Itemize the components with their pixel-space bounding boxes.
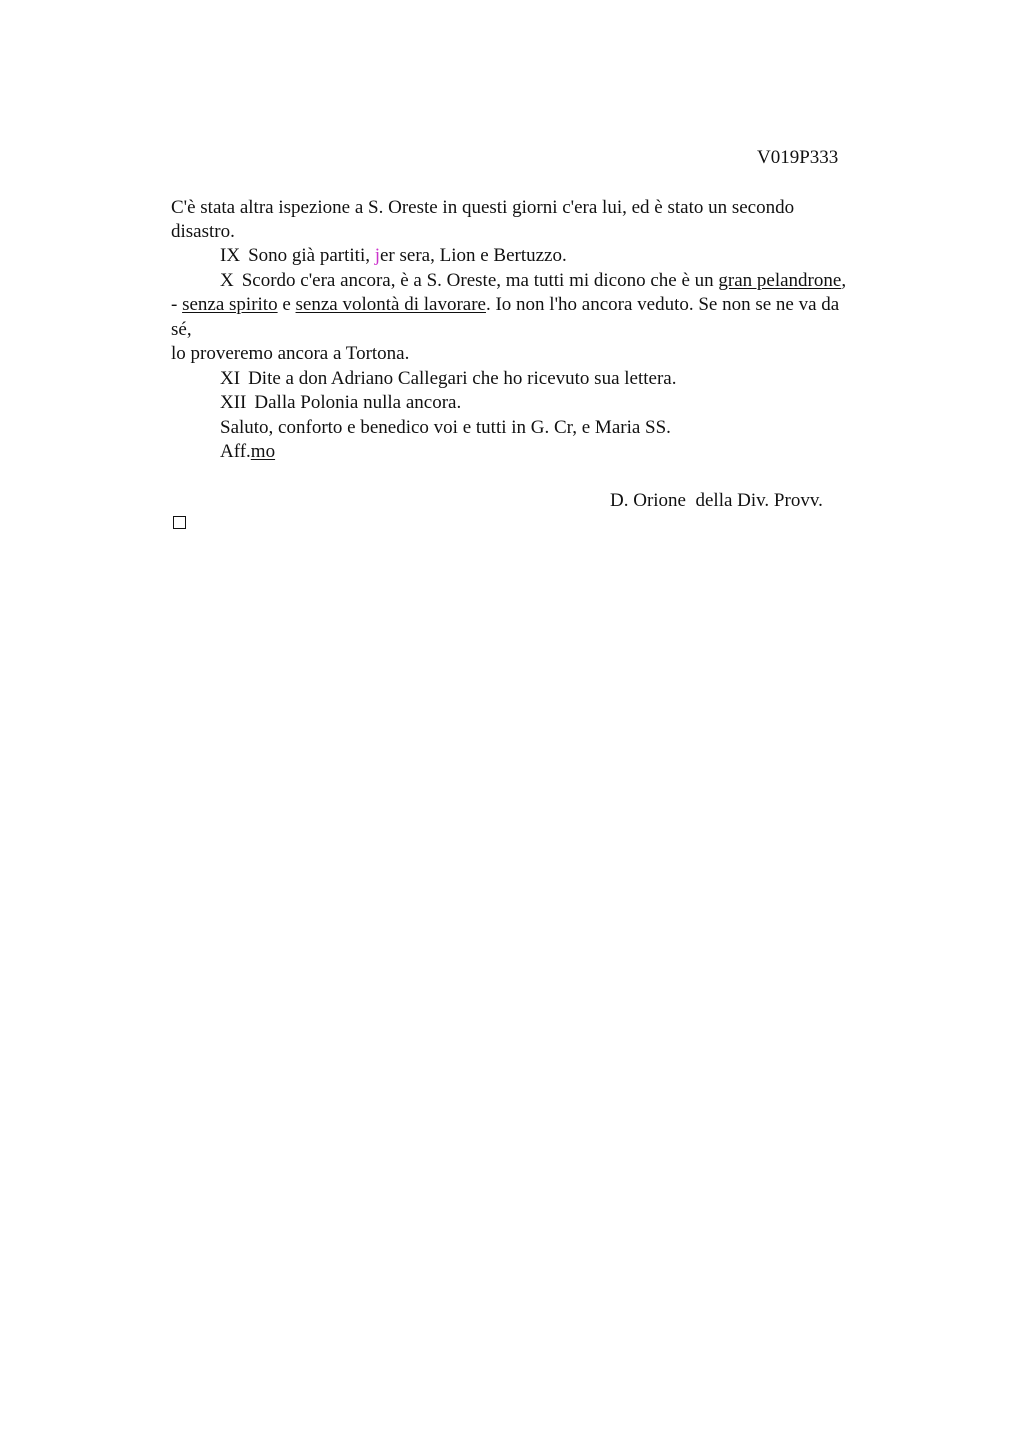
closing-greeting <box>220 416 671 440</box>
paragraph-line <box>171 220 235 244</box>
body-text: er sera, Lion e Bertuzzo. <box>380 245 567 266</box>
body-text: disastro. <box>171 221 235 242</box>
body-text: , <box>841 270 847 291</box>
square-outline-icon <box>173 516 186 529</box>
numbered-paragraph-xi <box>220 367 676 391</box>
document-reference-code: V019P333 <box>757 147 839 168</box>
paragraph-line <box>171 342 409 366</box>
paragraph-line <box>171 196 794 220</box>
body-text: - <box>171 294 183 315</box>
paragraph-number: XI <box>220 368 241 389</box>
paragraph-number: IX <box>220 245 241 266</box>
body-text: . Io non l'ho ancora veduto. Se non se ne va da <box>485 294 840 315</box>
paragraph-line <box>171 318 192 342</box>
paragraph-line <box>171 293 839 317</box>
body-text: lo proveremo ancora a Tortona. <box>171 343 410 364</box>
underlined-text: mo <box>250 441 276 462</box>
body-text: Aff. <box>220 441 251 462</box>
signature-line: D. Orione della Div. Provv. <box>610 490 823 511</box>
numbered-paragraph-ix <box>220 244 567 268</box>
body-text: Dalla Polonia nulla ancora. <box>254 392 462 413</box>
closing-affectionate <box>220 440 275 464</box>
underlined-text: senza volontà di lavorare <box>295 294 486 315</box>
numbered-paragraph-xii <box>220 391 461 415</box>
body-text: C'è stata altra ispezione a S. Oreste in questi giorni c'era lui, ed è stato un secondo <box>171 197 795 218</box>
paragraph-number: XII <box>220 392 247 413</box>
body-text: e <box>277 294 296 315</box>
underlined-text: senza spirito <box>182 294 278 315</box>
body-text: Scordo c'era ancora, è a S. Oreste, ma tutti mi dicono che è un <box>241 270 719 291</box>
body-text: Saluto, conforto e benedico voi e tutti in G. Cr, e Maria SS. <box>220 417 671 438</box>
body-text: sé, <box>171 319 192 340</box>
highlighted-letter: j <box>374 245 380 266</box>
underlined-text: gran pelandrone <box>718 270 842 291</box>
paragraph-number: X <box>220 270 234 291</box>
body-text: Sono già partiti, <box>248 245 375 266</box>
body-text: Dite a don Adriano Callegari che ho ricevuto sua lettera. <box>248 368 677 389</box>
numbered-paragraph-x <box>220 269 846 293</box>
